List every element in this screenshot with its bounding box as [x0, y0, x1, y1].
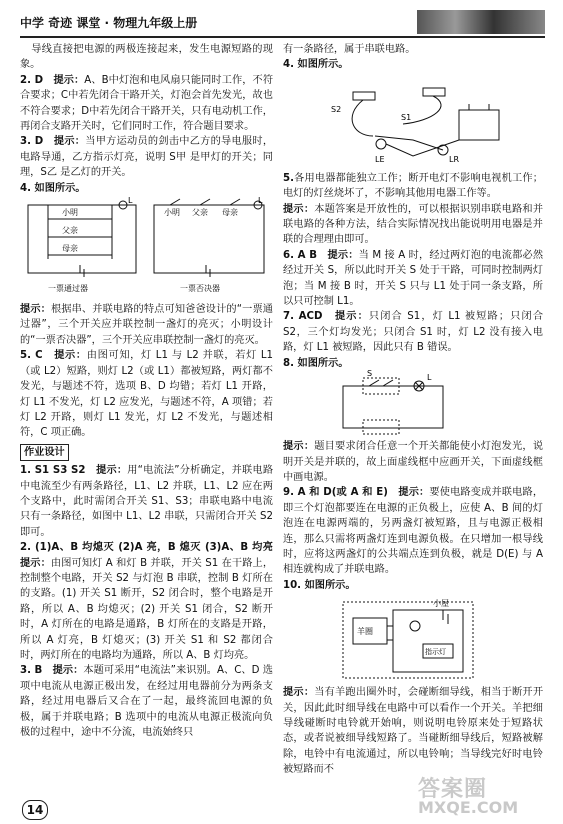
left-column [20, 42, 273, 740]
fig-label-l2: L [258, 196, 263, 206]
answer-r5: 5.各用电器都能独立工作；断开电灯不影响电视机工作；电灯的灯丝烧坏了，不影响其他用电器工作等。 [283, 172, 543, 200]
sheep-alarm-figure [283, 596, 533, 682]
fig-label-mother-2: 母亲 [222, 208, 238, 218]
answer-4-hint: 提示：根据串、并联电路的特点可知爸爸设计的“一票通过器”，三个开关应并联控制一盏灯的亮灭；小明设计的“一票否决器”，三个开关应串联控制一盏灯的亮灭。 [20, 304, 273, 346]
right-column [283, 42, 543, 778]
vote-circuit-figure [20, 196, 270, 299]
fig4-label-lr: LR [449, 154, 460, 164]
answer-r10-heading: 10. 如图所示。 [283, 579, 356, 591]
fig4-label-le: LE [375, 154, 385, 164]
fig-label-l1: L [128, 196, 133, 206]
homework-1: 1. S1 S3 S2 提示：用“电流法”分析确定，并联电路中电流至少有两条路径，L1、L2 并联，L1、L2 应在两个支路中，此时需闭合开关 S1、S3；串联电路中电流只有一条路径，如图中 L1、L2 串联，只需闭合开关 S2 即可。 [20, 465, 274, 538]
answer-continuation: 导线直接把电源的两极连接起来，发生电源短路的现象。 [20, 44, 273, 71]
fig-caption-veto: 一票否决器 [180, 284, 220, 294]
answer-r8-hint: 提示：题目要求闭合任意一个开关都能使小灯泡发光，说明开关是并联的，故上面虚线框中应画开关，下面虚线框中画电源。 [283, 441, 544, 483]
switch-circuit-figure [283, 369, 533, 436]
socket-circuit-figure [283, 76, 533, 168]
answer-r9: 9. A 和 D(或 A 和 E) 提示：要使电路变成并联电路，即三个灯泡都要连在电源的正负极上，应使 A、B 间的灯泡连在电源两端的，另两盏灯被短路，且与电源正极相连，那么只需将两盏灯连到电源负极。在只增加一根导线时，应将这两盏灯的公共端点连到负极，就是 D(E) 与 A 相连就构成了并联电路。 [283, 487, 544, 576]
answer-5: 5. C 提示：由图可知，灯 L1 与 L2 并联，若灯 L1（或 L2）短路，则灯 L2（或 L1）都被短路，两灯都不发光，与题述不符，选项 B、D 均错；若灯 L1 开路，灯 L1 不发光，灯 L2 应发光，与题述不符，A 项错；若灯 L2 开路，则灯 L1 发光，灯 L2 不发光，与题述相符，C 项正确。 [20, 350, 274, 439]
header-banner-image [417, 10, 545, 34]
answer-r8-heading: 8. 如图所示。 [283, 357, 349, 369]
answer-r5-hint: 提示：本题答案是开放性的，可以根据识别串联电路和并联电路的各种方法，结合实际情况找出能说明用电器是并联的合理理由即可。 [283, 203, 544, 246]
fig-label-father: 父亲 [62, 226, 78, 236]
homework-3: 3. B 提示：本题可采用“电流法”来识别。A、C、D 选项中电流从电源正极出发，在经过用电器前分为两条支路，经过用电器后又合在了一起，最终流回电源的负极，属于并联电路；B 选项中的电流从电源正极流向负极的过程中，途中不分流，电流始终只 [20, 665, 273, 739]
fig4-label-s1: S1 [401, 112, 412, 122]
page-header [20, 10, 545, 38]
answer-r6: 6. A B 提示：当 M 接 A 时，经过两灯泡的电流都必然经过开关 S，所以此时开关 S 处于干路，可同时控制两灯泡；当 M 接 B 时，开关 S 只与 L1 处于同一条支路，所以只可控制 L1。 [283, 249, 544, 308]
right-continuation: 有一条路径，属于串联电路。 [283, 44, 416, 55]
fig4-label-s2: S2 [331, 104, 342, 114]
page-number: 14 [22, 800, 48, 820]
answer-r10-hint: 提示：当有羊跑出圈外时，会碰断细导线，相当于断开开关，因此此时细导线在电路中可以看作一个开关。羊把细导线碰断时电铃就开始响，则说明电铃原来处于短路状态，或者说被细导线短路了。当碰断细导线后，短路被解除，电铃中有电流通过，所以电铃响；当导线完好时电铃被短路而不 [283, 687, 544, 776]
homework-2: 2. (1)A、B 均熄灭 (2)A 亮，B 熄灭 (3)A、B 均亮 提示：由图可知灯 A 和灯 B 并联，开关 S1 在干路上，控制整个电路，开关 S2 与灯泡 B 串联，控制 B 灯所在的支路。(1) 开关 S1 断开，S2 闭合时，整个电路是开路，所以 A、B 均熄灭；(2) 开关 S1 闭合，S2 断开时，A 灯所在的电路是通路，B 灯所在的支路是开路，所以 A 灯亮，B 灯熄灭；(3) 开关 S1 和 S2 都闭合时，两灯所在的电路均为通路，所以 A、B 灯均亮。 [20, 542, 274, 661]
watermark: 答案圈 [418, 777, 488, 802]
answer-3: 3. D 提示：当甲方运动员的剑击中乙方的导电服时，电路导通，乙方指示灯亮，说明 S甲 是甲灯的开关；同理，S乙 是乙灯的开关。 [20, 136, 274, 179]
fig10-label-lamp: 指示灯 [425, 648, 446, 657]
fig-label-mother: 母亲 [62, 244, 78, 254]
answer-r4-heading: 4. 如图所示。 [283, 59, 349, 71]
fig8-label-s: S [367, 369, 373, 379]
section-title: 作业设计 [20, 444, 69, 461]
answer-r7: 7. ACD 提示：只闭合 S1，灯 L1 被短路；只闭合 S2，三个灯均发光；只闭合 S1 时，灯 L2 没有接入电路，灯 L1 被短路，因此只有 B 错误。 [283, 311, 544, 354]
header-title: 中学 奇迹 课堂 · 物理九年级上册 [20, 16, 198, 30]
fig-label-father-2: 父亲 [192, 208, 208, 218]
answer-2: 2. D 提示：A、B中灯泡和电风扇只能同时工作，不符合要求；C中若先闭合干路开关，灯泡会首先发光，故也不符合要求；D中若先闭合干路开关，只有电动机工作，再闭合支路开关时，它们同时工作，符合题目要求。 [20, 74, 274, 133]
answer-4-heading: 4. 如图所示。 [20, 182, 86, 194]
fig8-label-l: L [427, 373, 432, 383]
fig10-label-pen: 羊圈 [357, 627, 373, 637]
fig-caption-pass: 一票通过器 [48, 284, 88, 294]
fig10-label-house: 小屋 [433, 599, 449, 609]
watermark-url: MXQE.COM [418, 798, 519, 817]
fig-label-xiaoming-2: 小明 [164, 208, 180, 218]
fig-label-xiaoming: 小明 [62, 208, 78, 218]
